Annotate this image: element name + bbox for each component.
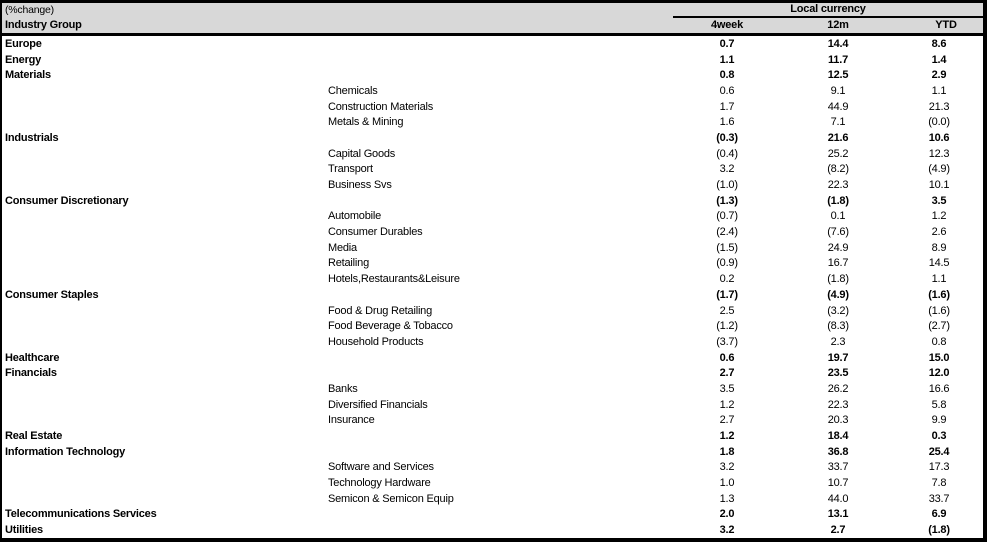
table-row (2, 271, 983, 287)
cell-ytd: 9.9 (931, 414, 947, 427)
row-label: Retailing (328, 257, 370, 270)
table-row (2, 83, 983, 99)
table-row (2, 350, 983, 366)
row-label: Europe (5, 37, 42, 50)
cell-12m: 13.1 (827, 508, 849, 521)
table-row (2, 36, 983, 52)
cell-4week: (3.7) (716, 335, 738, 348)
cell-4week: 1.1 (719, 53, 735, 66)
row-label: Consumer Staples (5, 288, 99, 301)
cell-12m: 11.7 (827, 53, 848, 66)
cell-ytd: 12.3 (928, 147, 950, 160)
cell-ytd: 14.5 (928, 257, 950, 270)
cell-4week: (2.4) (716, 226, 738, 239)
cell-4week: 1.3 (719, 492, 735, 505)
row-label: Transport (328, 163, 373, 176)
cell-4week: 2.0 (719, 508, 735, 521)
cell-12m: 25.2 (827, 147, 849, 160)
row-label: Utilities (5, 524, 43, 537)
row-label: Business Svs (328, 179, 392, 192)
table-row (2, 240, 983, 256)
cell-ytd: 1.4 (931, 53, 947, 66)
table-row (2, 224, 983, 240)
cell-12m: (8.2) (827, 163, 849, 176)
cell-4week: 1.7 (719, 100, 735, 113)
pct-change-label: (%change) (5, 4, 54, 16)
cell-12m: 10.7 (827, 477, 849, 490)
cell-4week: 3.2 (719, 461, 735, 474)
table-row (2, 193, 983, 209)
cell-4week: 2.5 (719, 304, 735, 317)
cell-4week: (0.7) (716, 210, 738, 223)
row-label: Semicon & Semicon Equip (328, 492, 454, 505)
table-row (2, 491, 983, 507)
row-label: Industrials (5, 131, 59, 144)
cell-12m: 36.8 (827, 445, 849, 458)
table-row (2, 381, 983, 397)
row-label: Materials (5, 69, 51, 82)
cell-12m: 0.1 (830, 210, 846, 223)
cell-4week: 1.0 (719, 477, 735, 490)
cell-4week: 3.2 (719, 163, 735, 176)
cell-12m: 18.4 (827, 430, 849, 443)
row-label: Media (328, 241, 357, 254)
cell-ytd: 25.4 (928, 445, 950, 458)
row-label: Consumer Durables (328, 226, 423, 239)
cell-ytd: (2.7) (928, 320, 950, 333)
row-label: Information Technology (5, 445, 126, 458)
table-body (2, 36, 983, 538)
row-label: Food Beverage & Tobacco (328, 320, 453, 333)
table-row (2, 318, 983, 334)
table-row (2, 413, 983, 429)
cell-ytd: (1.6) (928, 288, 950, 301)
cell-12m: 19.7 (827, 351, 849, 364)
cell-12m: 44.0 (827, 492, 849, 505)
cell-12m: (1.8) (827, 194, 849, 207)
table-row (2, 475, 983, 491)
cell-12m: 21.6 (827, 131, 849, 144)
cell-4week: (1.5) (716, 241, 738, 254)
cell-12m: 16.7 (827, 257, 849, 270)
row-label: Financials (5, 367, 57, 380)
cell-12m: (8.3) (827, 320, 849, 333)
table-row (2, 287, 983, 303)
cell-12m: 20.3 (827, 414, 849, 427)
table-row (2, 444, 983, 460)
table-row (2, 52, 983, 68)
cell-ytd: 1.1 (931, 273, 947, 286)
row-label: Capital Goods (328, 147, 396, 160)
table-row (2, 507, 983, 523)
cell-ytd: 21.3 (928, 100, 950, 113)
cell-4week: (0.9) (716, 257, 738, 270)
cell-ytd: 16.6 (928, 382, 950, 395)
industry-group-header: Industry Group (5, 19, 82, 31)
cell-ytd: 1.1 (931, 84, 947, 97)
row-label: Energy (5, 53, 42, 66)
cell-ytd: 2.9 (931, 69, 947, 82)
cell-4week: 0.7 (719, 37, 735, 50)
cell-ytd: 12.0 (928, 367, 950, 380)
row-label: Real Estate (5, 430, 63, 443)
cell-4week: 2.7 (719, 367, 735, 380)
header-row-columns (2, 17, 983, 33)
cell-4week: 1.2 (719, 430, 735, 443)
cell-12m: 26.2 (827, 382, 849, 395)
table-header (2, 3, 983, 36)
header-row-top (2, 3, 983, 17)
table-row (2, 114, 983, 130)
row-label: Automobile (328, 210, 382, 223)
cell-12m: 2.7 (830, 524, 846, 537)
cell-ytd: 10.6 (928, 131, 950, 144)
table-row (2, 397, 983, 413)
row-label: Technology Hardware (328, 477, 431, 490)
cell-4week: 3.2 (719, 524, 735, 537)
row-label: Insurance (328, 414, 375, 427)
cell-12m: 22.3 (827, 179, 849, 192)
cell-ytd: 15.0 (928, 351, 950, 364)
table-row (2, 67, 983, 83)
row-label: Software and Services (328, 461, 434, 474)
row-label: Healthcare (5, 351, 60, 364)
table-row (2, 130, 983, 146)
cell-12m: 24.9 (827, 241, 849, 254)
cell-4week: (1.0) (716, 179, 738, 192)
cell-12m: 23.5 (827, 367, 849, 380)
cell-ytd: 7.8 (931, 477, 947, 490)
table-row (2, 460, 983, 476)
cell-4week: 0.6 (719, 351, 735, 364)
cell-ytd: 2.6 (931, 226, 947, 239)
cell-4week: 0.6 (719, 84, 735, 97)
cell-4week: (0.3) (716, 131, 738, 144)
column-header-4week: 4week (710, 19, 744, 31)
cell-ytd: 10.1 (928, 179, 950, 192)
cell-4week: (1.7) (716, 288, 738, 301)
cell-ytd: 3.5 (931, 194, 947, 207)
cell-4week: (0.4) (716, 147, 738, 160)
local-currency-header: Local currency (673, 3, 983, 18)
cell-ytd: (4.9) (928, 163, 950, 176)
row-label: Construction Materials (328, 100, 434, 113)
row-label: Household Products (328, 335, 424, 348)
cell-12m: 44.9 (827, 100, 849, 113)
cell-ytd: 6.9 (931, 508, 947, 521)
row-label: Metals & Mining (328, 116, 404, 129)
table-row (2, 256, 983, 272)
cell-4week: 1.6 (719, 116, 735, 129)
cell-12m: 33.7 (827, 461, 849, 474)
table-row (2, 365, 983, 381)
cell-ytd: 17.3 (928, 461, 950, 474)
cell-12m: (1.8) (827, 273, 849, 286)
table-row (2, 177, 983, 193)
cell-ytd: 0.8 (931, 335, 947, 348)
cell-12m: 12.5 (827, 69, 849, 82)
cell-ytd: (1.8) (928, 524, 950, 537)
row-label: Hotels,Restaurants&Leisure (328, 273, 460, 286)
column-header-ytd: YTD (935, 19, 957, 31)
table-row (2, 303, 983, 319)
cell-12m: (3.2) (827, 304, 849, 317)
cell-12m: 14.4 (827, 37, 849, 50)
table-row (2, 162, 983, 178)
row-label: Chemicals (328, 84, 378, 97)
column-header-12m: 12m (827, 19, 849, 31)
cell-4week: (1.3) (716, 194, 738, 207)
cell-ytd: 8.6 (931, 37, 947, 50)
cell-ytd: 0.3 (931, 430, 947, 443)
table-row (2, 428, 983, 444)
row-label: Food & Drug Retailing (328, 304, 433, 317)
cell-4week: 3.5 (719, 382, 735, 395)
row-label: Diversified Financials (328, 398, 428, 411)
table-row (2, 146, 983, 162)
cell-4week: (1.2) (716, 320, 738, 333)
row-label: Telecommunications Services (5, 508, 157, 521)
cell-ytd: 33.7 (928, 492, 950, 505)
row-label: Consumer Discretionary (5, 194, 129, 207)
cell-12m: 22.3 (827, 398, 849, 411)
table-row (2, 522, 983, 538)
cell-ytd: (1.6) (928, 304, 950, 317)
cell-12m: (7.6) (827, 226, 849, 239)
cell-4week: 0.2 (719, 273, 735, 286)
cell-12m: 7.1 (830, 116, 846, 129)
cell-4week: 0.8 (719, 69, 735, 82)
cell-12m: 9.1 (830, 84, 846, 97)
cell-ytd: (0.0) (928, 116, 950, 129)
table-row (2, 334, 983, 350)
cell-4week: 2.7 (719, 414, 735, 427)
cell-ytd: 8.9 (931, 241, 947, 254)
table-row (2, 99, 983, 115)
row-label: Banks (328, 382, 358, 395)
cell-ytd: 1.2 (931, 210, 947, 223)
cell-4week: 1.8 (719, 445, 735, 458)
cell-ytd: 5.8 (931, 398, 947, 411)
cell-4week: 1.2 (719, 398, 735, 411)
cell-12m: 2.3 (830, 335, 846, 348)
table-row (2, 209, 983, 225)
cell-12m: (4.9) (827, 288, 849, 301)
